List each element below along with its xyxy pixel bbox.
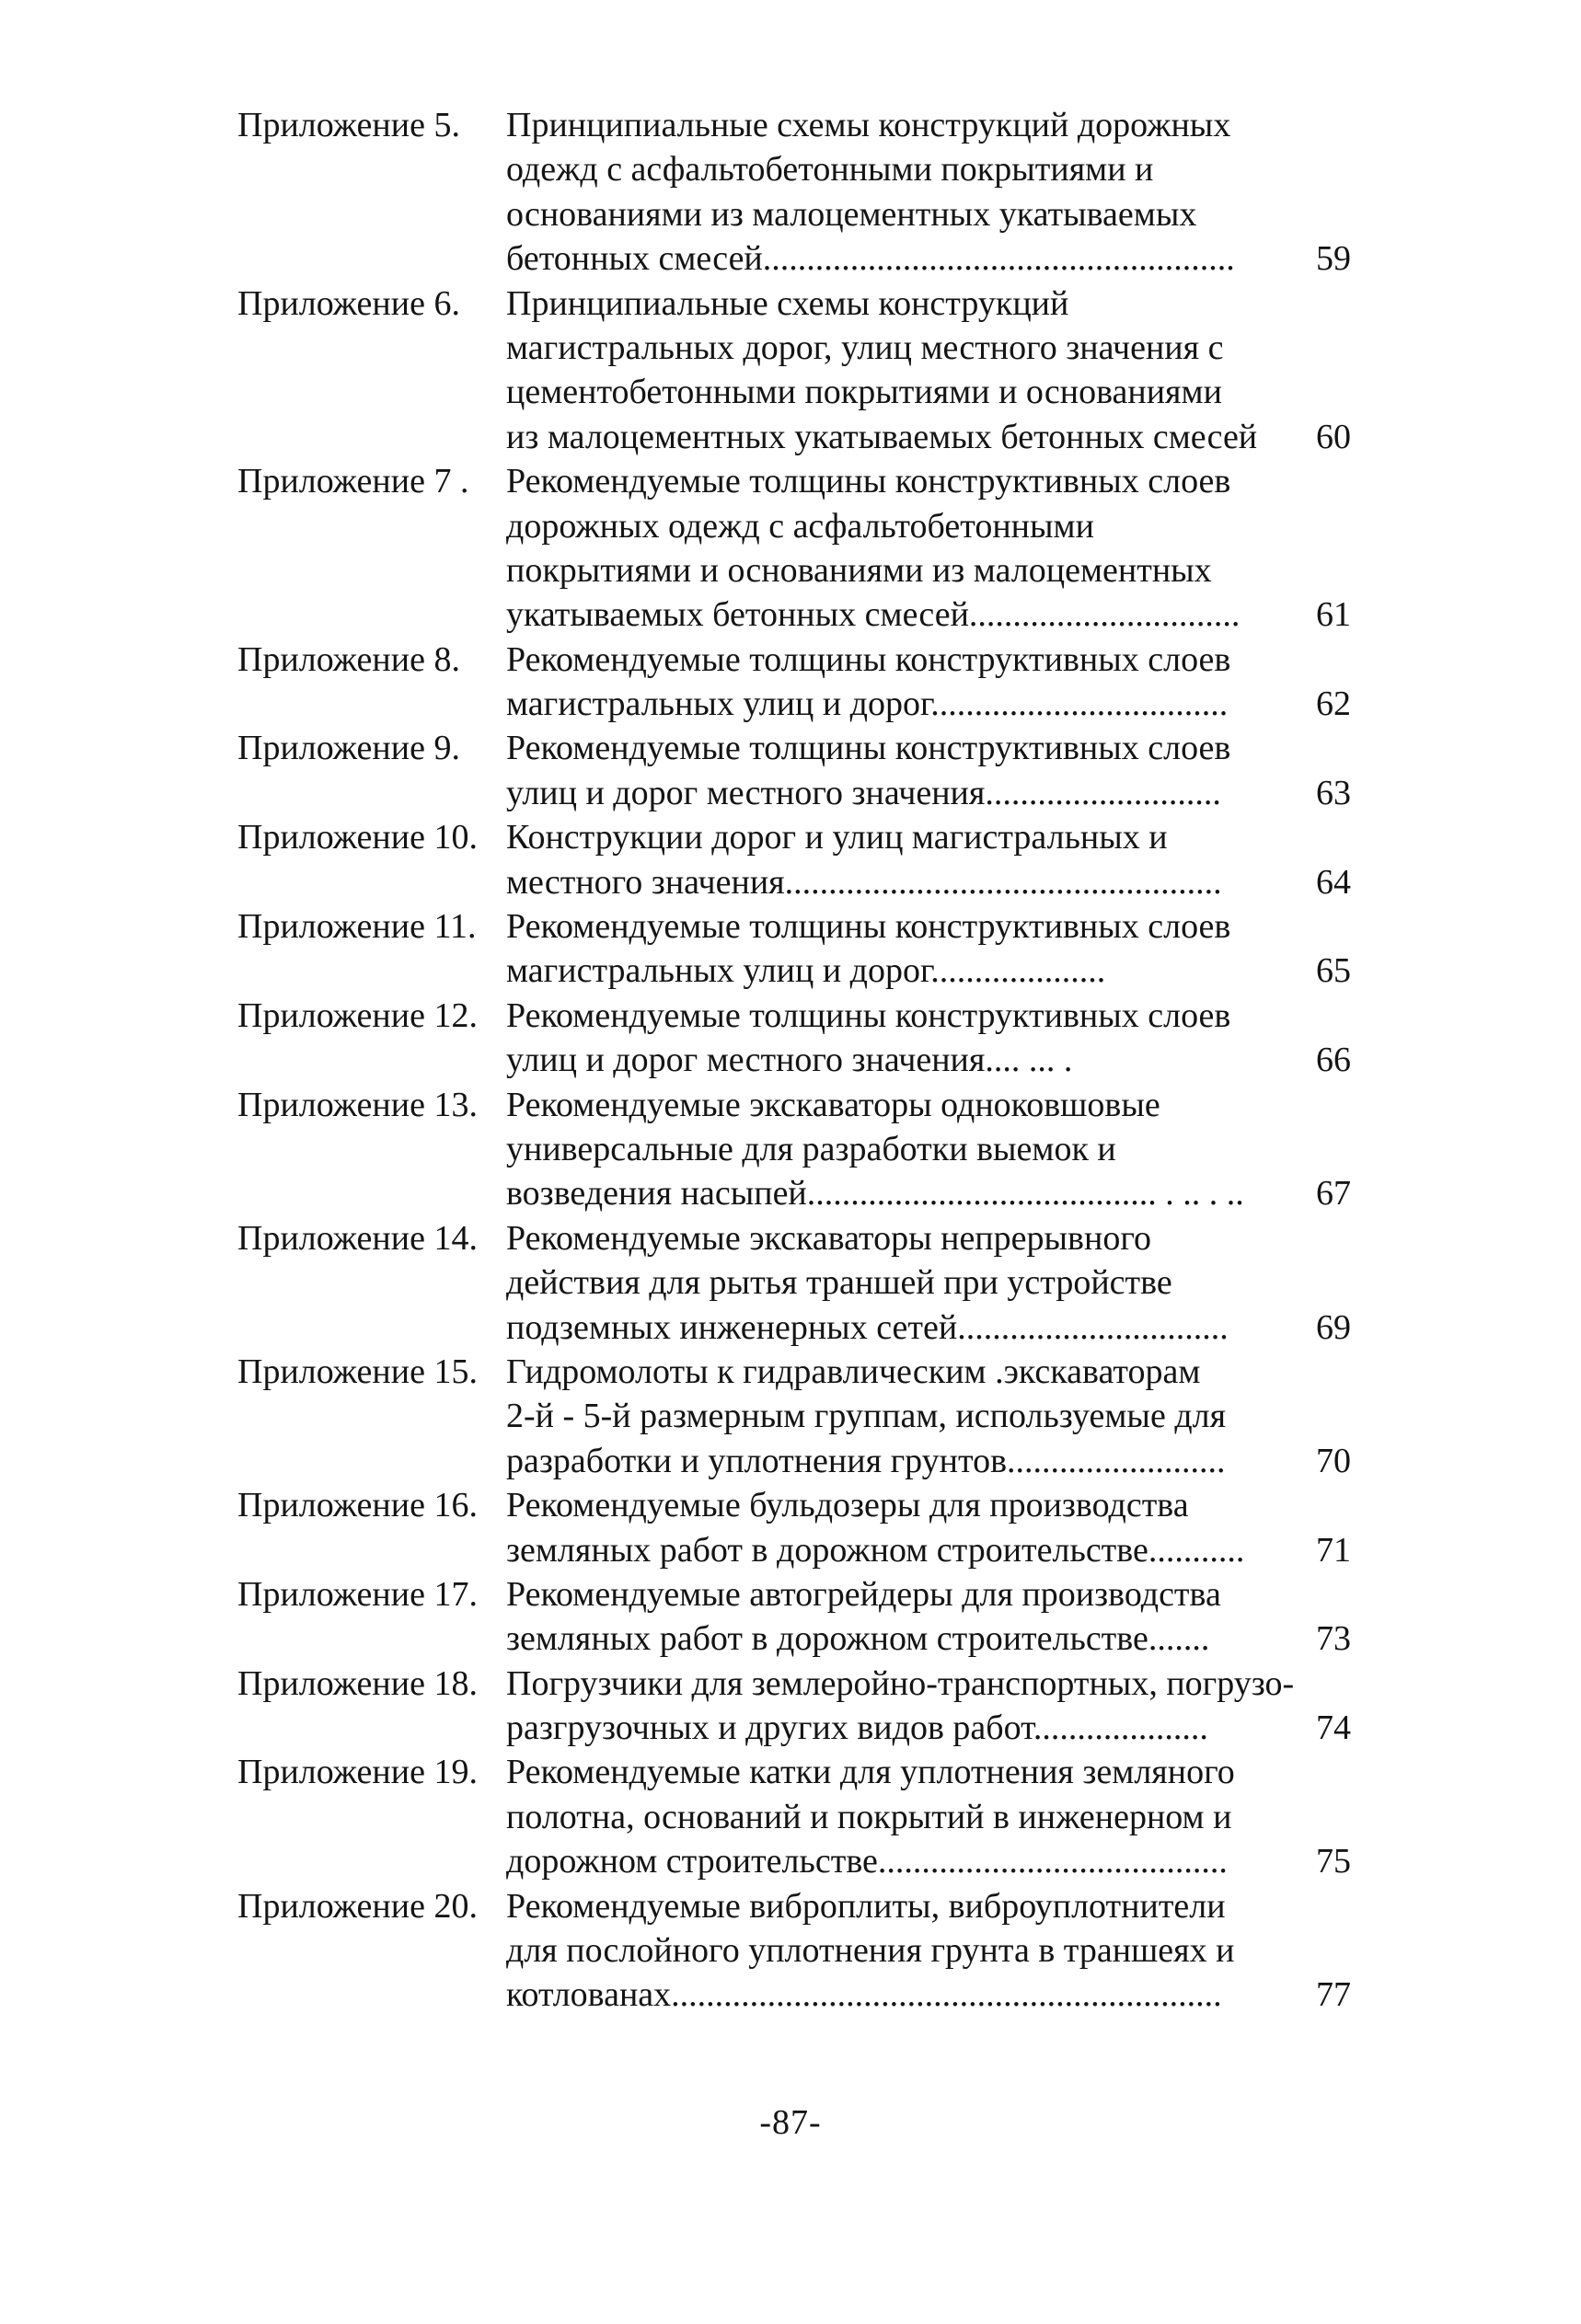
toc-line	[237, 504, 1342, 548]
toc-line	[237, 1394, 1342, 1438]
toc-page-number: 60	[1316, 417, 1351, 456]
toc-page-number: 71	[1316, 1530, 1351, 1570]
toc-line	[237, 1171, 1351, 1215]
toc-entry	[237, 103, 1351, 282]
toc-entry-label: Приложение 20.	[237, 1886, 478, 1926]
toc-entry-text: бетонных смесей......................................................	[506, 239, 1235, 279]
toc-entry	[237, 726, 1351, 815]
toc-line	[237, 1795, 1342, 1839]
toc-entry-label: Приложение 17.	[237, 1574, 478, 1614]
toc-entry	[237, 815, 1351, 904]
toc-line	[237, 1528, 1351, 1572]
toc-line	[237, 1127, 1342, 1171]
toc-entry-text: магистральных улиц и дорог..................................	[506, 685, 1229, 724]
toc-entry-text: Рекомендуемые толщины конструктивных слоев	[506, 729, 1231, 768]
toc-line	[237, 1439, 1351, 1483]
toc-entry-text: Принципиальные схемы конструкций	[506, 283, 1069, 323]
toc-entry-text: Рекомендуемые виброплиты, виброуплотнители	[506, 1886, 1226, 1926]
toc-line	[237, 1973, 1351, 2017]
toc-entry-label: Приложение 6.	[237, 283, 460, 323]
toc-entry-text: дорожных одежд с асфальтобетонными	[506, 506, 1094, 546]
toc-entry-text: Рекомендуемые толщины конструктивных слоев	[506, 907, 1231, 947]
toc-entry-text: Рекомендуемые толщины конструктивных слоев	[506, 639, 1231, 679]
toc-line	[237, 949, 1351, 993]
toc-page-number: 64	[1316, 862, 1351, 902]
toc-entry-text: котлованах...............................................................	[506, 1975, 1222, 2015]
toc-line	[237, 282, 1342, 326]
toc-line	[237, 904, 1342, 949]
toc-line	[237, 1928, 1342, 1973]
toc-entry	[237, 1884, 1351, 2018]
toc-page-number: 65	[1316, 951, 1351, 991]
toc-line	[237, 638, 1342, 682]
toc-entry	[237, 1662, 1351, 1751]
toc-entry-text: основаниями из малоцементных укатываемых	[506, 194, 1197, 234]
toc-line	[237, 1260, 1342, 1305]
toc-page-number: 69	[1316, 1307, 1351, 1347]
toc-page-number: 77	[1316, 1975, 1351, 2015]
toc-entry-text: подземных инженерных сетей...............................	[506, 1307, 1229, 1347]
toc-entry	[237, 282, 1351, 460]
toc-entry-text: Принципиальные схемы конструкций дорожных	[506, 106, 1231, 144]
toc-entry-label: Приложение 10.	[237, 818, 478, 857]
toc-line	[237, 1572, 1342, 1616]
toc-entry-text: Рекомендуемые толщины конструктивных слоев	[506, 462, 1231, 501]
toc-line	[237, 326, 1342, 370]
toc-line	[237, 994, 1342, 1038]
toc-entry-text: Погрузчики для землеройно-транспортных, погрузо-	[506, 1663, 1295, 1703]
toc-page-number: 62	[1316, 685, 1351, 724]
toc-entry-label: Приложение 19.	[237, 1753, 478, 1792]
toc-entry-text: Рекомендуемые экскаваторы непрерывного	[506, 1218, 1151, 1258]
toc-line	[237, 1706, 1351, 1750]
toc-line	[237, 1216, 1342, 1260]
toc-line	[237, 682, 1351, 726]
toc-entry	[237, 994, 1351, 1083]
toc-entry-text: разгрузочных и других видов работ....................	[506, 1708, 1208, 1748]
toc-entry-text: покрытиями и основаниями из малоцементных	[506, 550, 1212, 590]
toc-page-number: 70	[1316, 1441, 1351, 1480]
toc-line	[237, 1306, 1351, 1350]
toc-entry	[237, 1216, 1351, 1350]
toc-entry-text: одежд с асфальтобетонными покрытиями и	[506, 150, 1154, 190]
toc-entry-label: Приложение 8.	[237, 639, 460, 679]
toc-entry-text: универсальные для разработки выемок и	[506, 1129, 1116, 1168]
toc-entry	[237, 1572, 1351, 1662]
toc-entry-text: Рекомендуемые экскаваторы одноковшовые	[506, 1085, 1160, 1124]
toc-entry	[237, 1350, 1351, 1483]
toc-line	[237, 459, 1342, 503]
toc-line	[237, 370, 1342, 414]
page-number: -87-	[759, 2103, 822, 2142]
toc-entry-text: цементобетонными покрытиями и основаниями	[506, 373, 1222, 412]
toc-entry	[237, 638, 1351, 727]
toc-entry-label: Приложение 18.	[237, 1663, 478, 1703]
toc-page-number: 59	[1316, 239, 1351, 279]
toc-entry	[237, 1083, 1351, 1216]
toc-line	[237, 771, 1351, 815]
toc-line	[237, 236, 1351, 281]
toc-entry-label: Приложение 7 .	[237, 462, 469, 501]
toc-entry-text: укатываемых бетонных смесей...............................	[506, 595, 1241, 635]
toc-entry-text: разработки и уплотнения грунтов.........................	[506, 1441, 1226, 1480]
toc-line	[237, 860, 1351, 904]
toc-entry-text: местного значения..................................................	[506, 862, 1222, 902]
toc-entry-text: улиц и дорог местного значения...........................	[506, 773, 1221, 812]
toc-line	[237, 726, 1342, 770]
toc-page-number: 66	[1316, 1041, 1351, 1080]
toc-page-number: 67	[1316, 1174, 1351, 1214]
toc-entry-label: Приложение 9.	[237, 729, 460, 768]
toc-page-number: 63	[1316, 773, 1351, 812]
toc-entry-text: для послойного уплотнения грунта в траншеях и	[506, 1931, 1235, 1971]
toc-entry	[237, 459, 1351, 638]
toc-entry-text: 2-й - 5-й размерным группам, используемые для	[506, 1397, 1227, 1436]
toc-line	[237, 1083, 1342, 1127]
toc-line	[237, 1616, 1351, 1661]
toc-entry-text: магистральных улиц и дорог....................	[506, 951, 1106, 991]
toc-page-number: 61	[1316, 595, 1351, 635]
toc-entry-label: Приложение 11.	[237, 907, 477, 947]
toc-entry-text: Рекомендуемые толщины конструктивных слоев	[506, 995, 1231, 1035]
toc-line	[237, 815, 1342, 859]
toc-entry-text: Гидромолоты к гидравлическим .экскаваторам	[506, 1352, 1201, 1391]
toc-entry-text: Рекомендуемые автогрейдеры для производства	[506, 1574, 1221, 1614]
toc-entry-text: магистральных дорог, улиц местного значения с	[506, 328, 1224, 367]
toc-entry-text: Конструкции дорог и улиц магистральных и	[506, 818, 1168, 857]
toc-line	[237, 593, 1351, 637]
toc-entry-label: Приложение 14.	[237, 1218, 478, 1258]
toc-line	[237, 548, 1342, 593]
toc-entry-label: Приложение 15.	[237, 1352, 478, 1391]
toc-entry-text: из малоцементных укатываемых бетонных смесей	[506, 417, 1258, 456]
toc-entry-label: Приложение 13.	[237, 1085, 478, 1124]
toc-entry-label: Приложение 16.	[237, 1486, 478, 1525]
toc-page-number: 74	[1316, 1708, 1351, 1748]
toc-entry	[237, 904, 1351, 994]
toc-entry-text: полотна, оснований и покрытий в инженерном и	[506, 1797, 1232, 1836]
toc-line	[237, 1884, 1342, 1928]
toc-line	[237, 415, 1351, 459]
toc-entry-text: земляных работ в дорожном строительстве...........	[506, 1530, 1245, 1570]
toc-entry-text: Рекомендуемые катки для уплотнения земляного	[506, 1753, 1235, 1792]
toc-line	[237, 1483, 1342, 1527]
toc-line	[237, 1839, 1351, 1883]
toc-line	[237, 147, 1342, 191]
toc-entry-text: возведения насыпей........................................ . .. . ..	[506, 1174, 1244, 1214]
toc-line	[237, 103, 1342, 147]
toc-page-number: 73	[1316, 1619, 1351, 1659]
toc-entry-text: дорожном строительстве........................................	[506, 1842, 1228, 1881]
toc-entry-label: Приложение 12.	[237, 995, 478, 1035]
toc-entry	[237, 1750, 1351, 1883]
toc-entry-text: улиц и дорог местного значения.... ... .	[506, 1041, 1073, 1080]
toc-page-number: 75	[1316, 1842, 1351, 1881]
toc-entry-text: земляных работ в дорожном строительстве.......	[506, 1619, 1210, 1659]
toc-entry-text: Рекомендуемые бульдозеры для производства	[506, 1486, 1189, 1525]
table-of-contents	[237, 103, 1351, 2018]
toc-entry-text: действия для рытья траншей при устройстве	[506, 1263, 1172, 1303]
toc-entry	[237, 1483, 1351, 1572]
toc-entry-label: Приложение 5.	[237, 106, 460, 144]
toc-line	[237, 1750, 1342, 1794]
toc-line	[237, 1350, 1342, 1394]
toc-line	[237, 1038, 1351, 1082]
toc-line	[237, 192, 1342, 236]
toc-line	[237, 1662, 1342, 1706]
